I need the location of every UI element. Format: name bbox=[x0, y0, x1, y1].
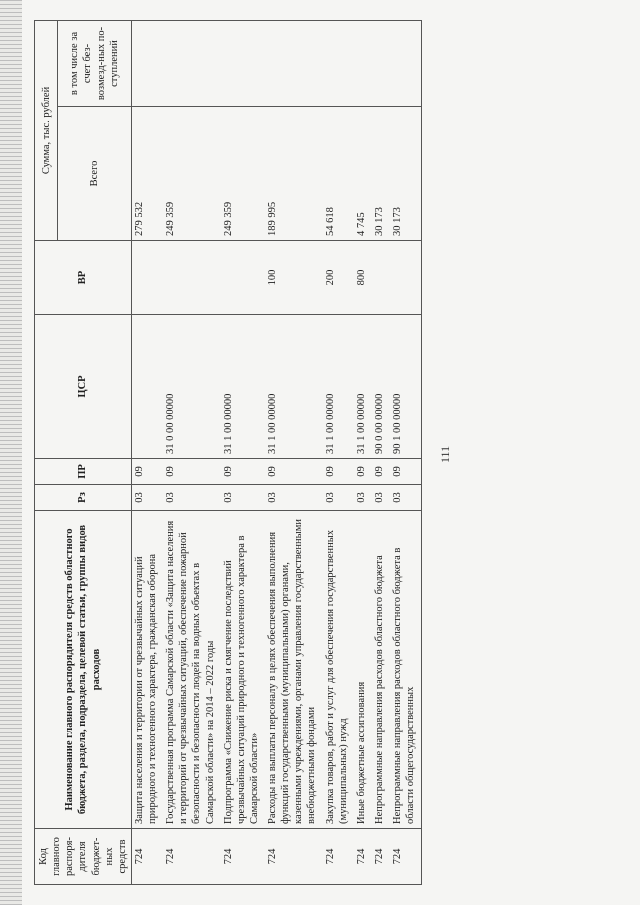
table-row bbox=[221, 20, 265, 884]
cell-total: 279 532 bbox=[131, 107, 163, 241]
cell-total: 249 359 bbox=[221, 107, 265, 241]
cell-code: 724 bbox=[163, 829, 221, 885]
cell-pr: 09 bbox=[372, 459, 390, 485]
cell-rz: 03 bbox=[131, 485, 163, 511]
cell-incl bbox=[323, 20, 354, 106]
cell-vr: 200 bbox=[323, 241, 354, 315]
cell-pr: 09 bbox=[221, 459, 265, 485]
cell-csr bbox=[131, 315, 163, 459]
cell-csr: 31 1 00 00000 bbox=[354, 315, 372, 459]
cell-pr: 09 bbox=[163, 459, 221, 485]
table-row bbox=[265, 20, 323, 884]
cell-incl bbox=[390, 20, 422, 106]
cell-total: 30 173 bbox=[372, 107, 390, 241]
header-rz: Рз bbox=[35, 485, 132, 511]
cell-csr: 31 0 00 00000 bbox=[163, 315, 221, 459]
cell-code: 724 bbox=[221, 829, 265, 885]
cell-name: Иные бюджетные ассигнования bbox=[354, 511, 372, 829]
cell-pr: 09 bbox=[354, 459, 372, 485]
cell-code: 724 bbox=[390, 829, 422, 885]
cell-name: Государственная программа Самарской области «Защита населения и территорий от чрезвычайных ситуаций, обеспечение пожарной безопасности и безопасности людей на водных объектах в Самарской области» на 2014 – 2022 годы bbox=[163, 511, 221, 829]
cell-pr: 09 bbox=[390, 459, 422, 485]
cell-rz: 03 bbox=[372, 485, 390, 511]
table-row bbox=[354, 20, 372, 884]
cell-rz: 03 bbox=[323, 485, 354, 511]
header-pr: ПР bbox=[35, 459, 132, 485]
cell-pr: 09 bbox=[265, 459, 323, 485]
cell-vr bbox=[221, 241, 265, 315]
rotated-document bbox=[28, 13, 618, 893]
cell-csr: 90 1 00 00000 bbox=[390, 315, 422, 459]
cell-csr: 31 1 00 00000 bbox=[221, 315, 265, 459]
cell-name: Непрограммные направления расходов областного бюджета в области общегосударственных bbox=[390, 511, 422, 829]
cell-incl bbox=[221, 20, 265, 106]
cell-rz: 03 bbox=[163, 485, 221, 511]
cell-rz: 03 bbox=[354, 485, 372, 511]
cell-total: 30 173 bbox=[390, 107, 422, 241]
header-sum: Сумма, тыс. рублей bbox=[35, 20, 58, 240]
cell-name: Защита населения и территории от чрезвычайных ситуаций природного и техногенного характера, гражданская оборона bbox=[131, 511, 163, 829]
table-row bbox=[131, 20, 163, 884]
cell-total: 4 745 bbox=[354, 107, 372, 241]
table-row bbox=[323, 20, 354, 884]
cell-total: 249 359 bbox=[163, 107, 221, 241]
cell-name: Закупка товаров, работ и услуг для обеспечения государственных (муниципальных) нужд bbox=[323, 511, 354, 829]
cell-vr bbox=[372, 241, 390, 315]
cell-name: Подпрограмма «Снижение риска и смягчение последствий чрезвычайных ситуаций природного и техногенного характера в Самарской области» bbox=[221, 511, 265, 829]
cell-pr: 09 bbox=[131, 459, 163, 485]
cell-code: 724 bbox=[265, 829, 323, 885]
cell-csr: 90 0 00 00000 bbox=[372, 315, 390, 459]
cell-csr: 31 1 00 00000 bbox=[265, 315, 323, 459]
cell-pr: 09 bbox=[323, 459, 354, 485]
table-row bbox=[163, 20, 221, 884]
header-csr: ЦСР bbox=[35, 315, 132, 459]
scan-edge bbox=[0, 0, 22, 905]
cell-vr bbox=[163, 241, 221, 315]
header-row-1 bbox=[35, 20, 58, 884]
cell-vr: 100 bbox=[265, 241, 323, 315]
header-vr: ВР bbox=[35, 241, 132, 315]
cell-incl bbox=[265, 20, 323, 106]
header-incl: в том числе за счет без-возмезд-ных по-ступлений bbox=[58, 20, 132, 106]
cell-rz: 03 bbox=[390, 485, 422, 511]
header-code: Код главного распоря-дителя бюджет-ных средств bbox=[35, 829, 132, 885]
cell-vr: 800 bbox=[354, 241, 372, 315]
budget-table bbox=[34, 20, 422, 885]
cell-incl bbox=[372, 20, 390, 106]
cell-code: 724 bbox=[131, 829, 163, 885]
table-body bbox=[131, 20, 421, 884]
cell-code: 724 bbox=[372, 829, 390, 885]
cell-total: 189 995 bbox=[265, 107, 323, 241]
cell-vr bbox=[131, 241, 163, 315]
cell-csr: 31 1 00 00000 bbox=[323, 315, 354, 459]
header-total: Всего bbox=[58, 107, 132, 241]
cell-name: Непрограммные направления расходов областного бюджета bbox=[372, 511, 390, 829]
cell-rz: 03 bbox=[221, 485, 265, 511]
cell-total: 54 618 bbox=[323, 107, 354, 241]
page-number: 111 bbox=[438, 445, 452, 463]
cell-incl bbox=[131, 20, 163, 106]
cell-code: 724 bbox=[323, 829, 354, 885]
cell-name: Расходы на выплаты персоналу в целях обеспечения выполнения функций государственными (муниципальными) органами, казенными учреждениями, органами управления государственными внебюджетными фондами bbox=[265, 511, 323, 829]
table-row bbox=[390, 20, 422, 884]
table-row bbox=[372, 20, 390, 884]
cell-incl bbox=[354, 20, 372, 106]
cell-vr bbox=[390, 241, 422, 315]
cell-rz: 03 bbox=[265, 485, 323, 511]
cell-incl bbox=[163, 20, 221, 106]
cell-code: 724 bbox=[354, 829, 372, 885]
header-name: Наименование главного распорядителя средств областного бюджета, раздела, подраздела, целевой статьи, группы видов расходов bbox=[35, 511, 132, 829]
